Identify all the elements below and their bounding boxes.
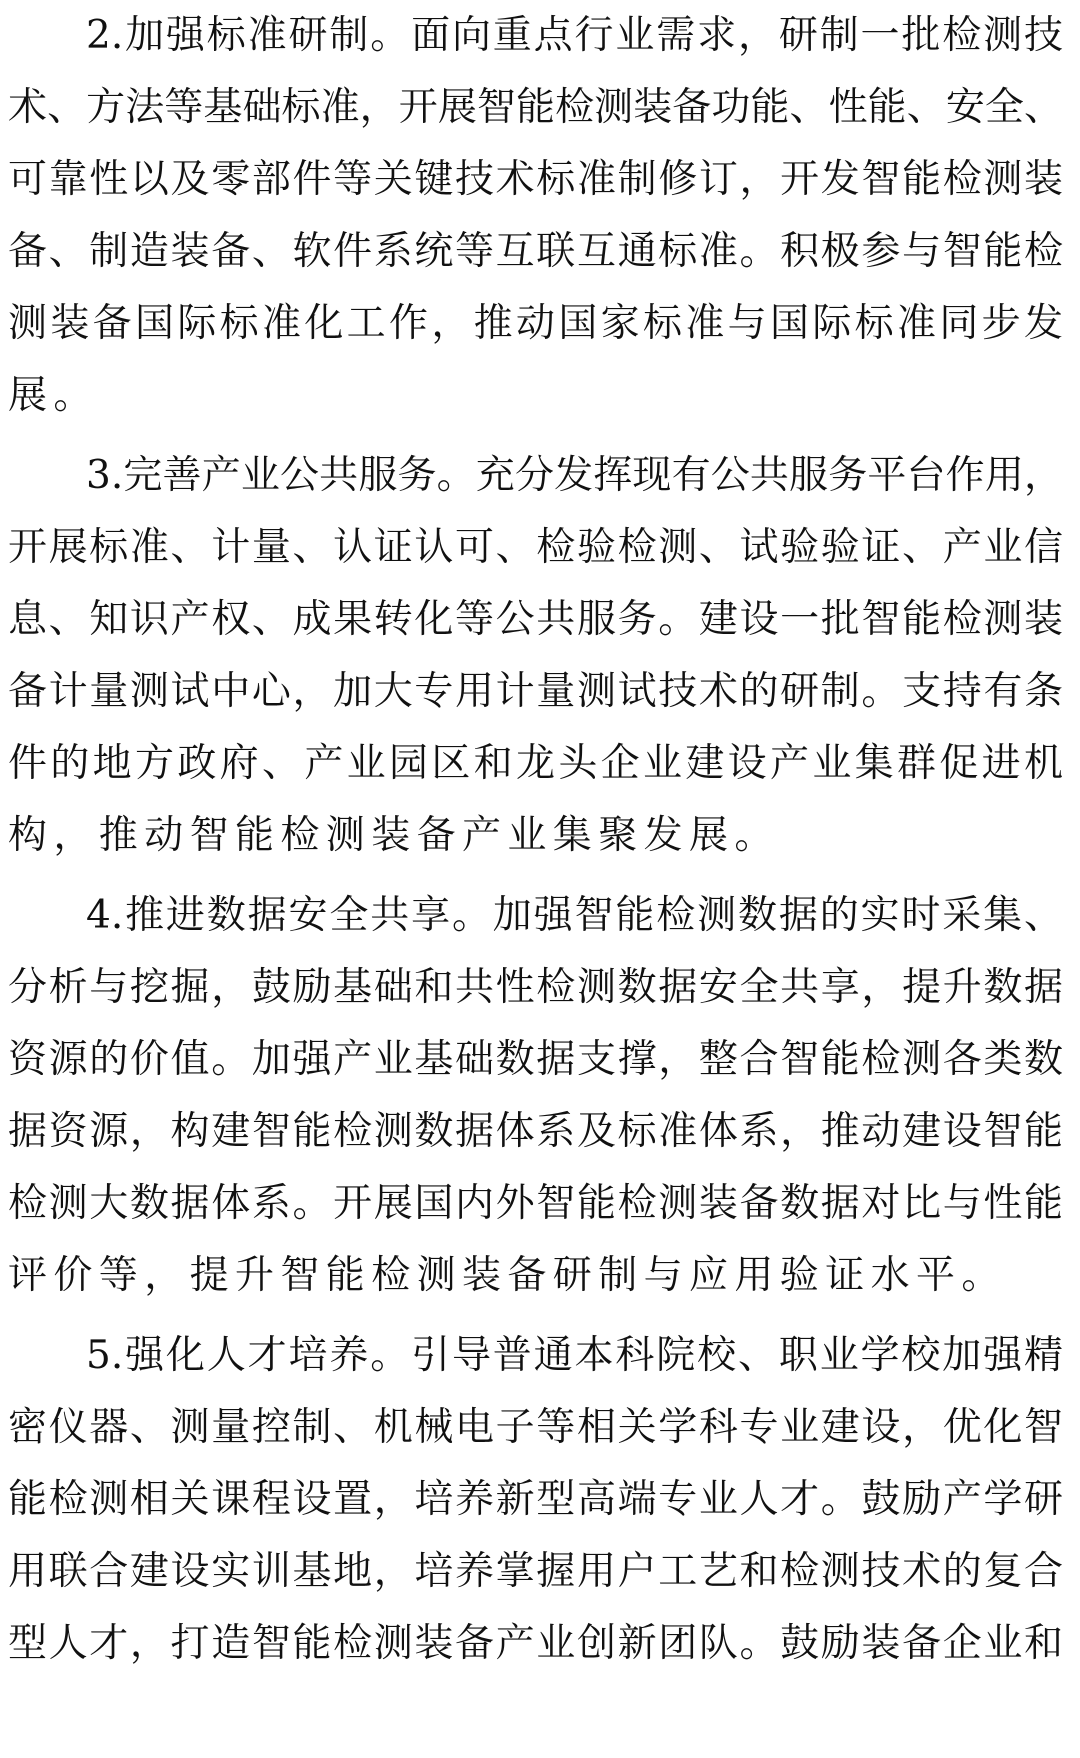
text-line: 2.加强标准研制。面向重点行业需求，研制一批检测技	[86, 13, 1063, 58]
text-line: 可靠性以及零部件等关键技术标准制修订，开发智能检测装	[8, 157, 1063, 202]
text-line: 检测大数据体系。开展国内外智能检测装备数据对比与性能	[8, 1181, 1063, 1226]
text-line: 据资源，构建智能检测数据体系及标准体系，推动建设智能	[8, 1109, 1063, 1154]
text-line: 术、方法等基础标准，开展智能检测装备功能、性能、安全、	[8, 85, 1063, 130]
text-line: 备、制造装备、软件系统等互联互通标准。积极参与智能检	[8, 229, 1063, 274]
paragraph-standards	[8, 0, 1063, 432]
text-line: 3.完善产业公共服务。充分发挥现有公共服务平台作用，	[86, 453, 1063, 498]
text-line: 开展标准、计量、认证认可、检验检测、试验验证、产业信	[8, 525, 1063, 570]
document-page	[8, 0, 1063, 1688]
text-line: 密仪器、测量控制、机械电子等相关学科专业建设，优化智	[8, 1405, 1063, 1450]
text-line: 4.推进数据安全共享。加强智能检测数据的实时采集、	[86, 893, 1063, 938]
text-line: 息、知识产权、成果转化等公共服务。建设一批智能检测装	[8, 597, 1063, 642]
paragraph-data-sharing	[8, 880, 1063, 1312]
text-line: 展。	[8, 373, 99, 418]
text-line: 备计量测试中心，加大专用计量测试技术的研制。支持有条	[8, 669, 1063, 714]
text-line: 分析与挖掘，鼓励基础和共性检测数据安全共享，提升数据	[8, 965, 1063, 1010]
text-line: 能检测相关课程设置，培养新型高端专业人才。鼓励产学研	[8, 1477, 1063, 1522]
text-line: 测装备国际标准化工作，推动国家标准与国际标准同步发	[8, 301, 1063, 346]
text-line: 型人才，打造智能检测装备产业创新团队。鼓励装备企业和	[8, 1621, 1063, 1666]
text-line: 评价等，提升智能检测装备研制与应用验证水平。	[8, 1253, 1007, 1298]
text-line: 5.强化人才培养。引导普通本科院校、职业学校加强精	[86, 1333, 1063, 1378]
text-line: 件的地方政府、产业园区和龙头企业建设产业集群促进机	[8, 741, 1063, 786]
paragraph-talent-training	[8, 1320, 1063, 1680]
paragraph-public-services	[8, 440, 1063, 872]
text-line: 资源的价值。加强产业基础数据支撑，整合智能检测各类数	[8, 1037, 1063, 1082]
text-line: 用联合建设实训基地，培养掌握用户工艺和检测技术的复合	[8, 1549, 1063, 1594]
text-line: 构，推动智能检测装备产业集聚发展。	[8, 813, 780, 858]
